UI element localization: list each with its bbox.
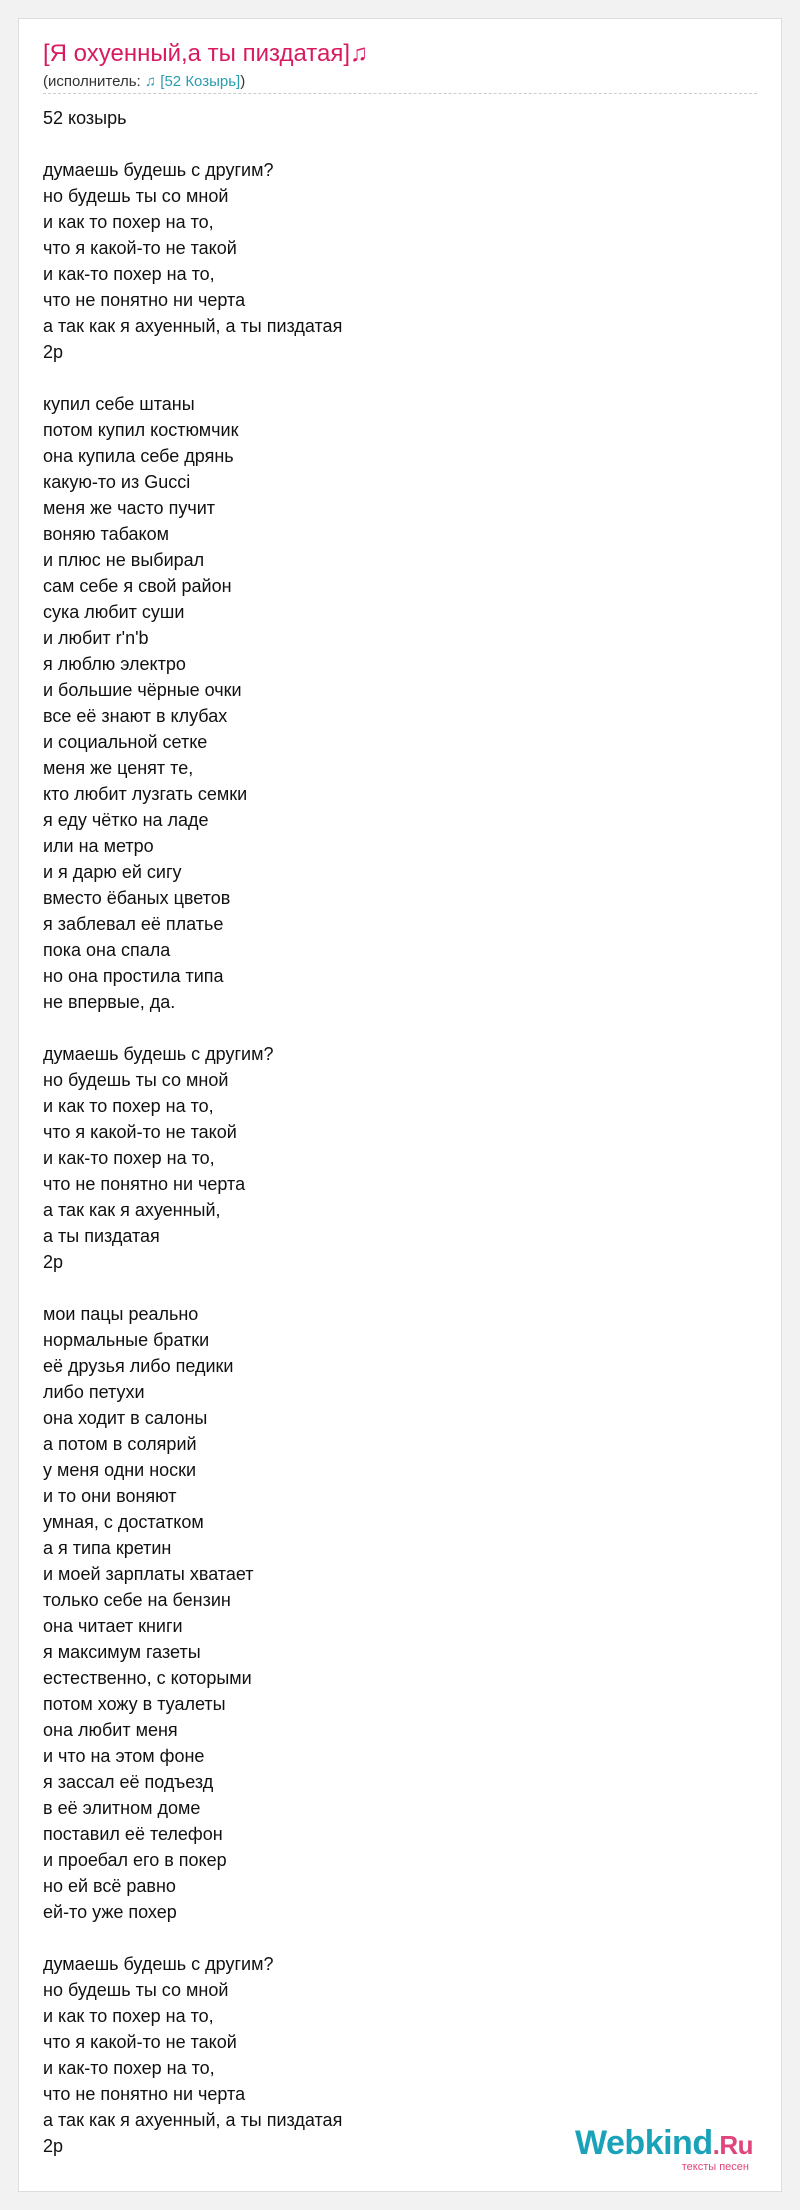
logo-tagline: тексты песен bbox=[681, 2161, 749, 2173]
lyric-line: и любит r'n'b bbox=[43, 628, 149, 648]
lyric-line: и что на этом фоне bbox=[43, 1746, 205, 1766]
lyric-line: 2р bbox=[43, 2136, 64, 2156]
lyric-line: а потом в солярий bbox=[43, 1434, 197, 1454]
lyrics-card bbox=[18, 18, 782, 2192]
logo-kind: kind bbox=[644, 2124, 713, 2162]
lyric-line: и как-то похер на то, bbox=[43, 2058, 215, 2078]
lyric-line: сука любит суши bbox=[43, 602, 185, 622]
lyric-line: и плюс не выбирал bbox=[43, 550, 205, 570]
lyric-line: она ходит в салоны bbox=[43, 1408, 208, 1428]
lyric-line bbox=[43, 365, 763, 391]
lyric-line: но ей всё равно bbox=[43, 1876, 176, 1896]
lyric-line: 2р bbox=[43, 1252, 64, 1272]
artist-link[interactable]: [52 Козырь] bbox=[160, 73, 241, 90]
lyric-line: я заблевал её платье bbox=[43, 914, 224, 934]
lyrics-text bbox=[43, 105, 763, 2159]
lyric-line: не впервые, да. bbox=[43, 992, 176, 1012]
artist-prefix: (исполнитель: bbox=[43, 73, 145, 90]
lyric-line: и я дарю ей сигу bbox=[43, 862, 182, 882]
lyric-line bbox=[43, 1275, 763, 1301]
lyric-line: какую-то из Gucci bbox=[43, 472, 191, 492]
lyric-line: сам себе я свой район bbox=[43, 576, 232, 596]
lyric-line: либо петухи bbox=[43, 1382, 145, 1402]
lyric-line: думаешь будешь с другим? bbox=[43, 160, 274, 180]
song-title: [Я охуенный,а ты пиздатая]♫ bbox=[43, 40, 369, 67]
music-note-icon[interactable]: ♫ bbox=[144, 73, 157, 90]
lyric-line: она любит меня bbox=[43, 1720, 178, 1740]
lyric-line: только себе на бензин bbox=[43, 1590, 231, 1610]
lyric-line: купил себе штаны bbox=[43, 394, 195, 414]
lyric-line: но будешь ты со мной bbox=[43, 1070, 229, 1090]
lyric-line: и как-то похер на то, bbox=[43, 264, 215, 284]
lyric-line: меня же часто пучит bbox=[43, 498, 215, 518]
lyric-line bbox=[43, 1015, 763, 1041]
lyric-line bbox=[43, 131, 763, 157]
lyric-line: поставил её телефон bbox=[43, 1824, 223, 1844]
lyric-line: что я какой-то не такой bbox=[43, 238, 237, 258]
lyric-line: но будешь ты со мной bbox=[43, 1980, 229, 2000]
logo-tld: .Ru bbox=[712, 2130, 753, 2160]
lyric-line: я еду чётко на ладе bbox=[43, 810, 209, 830]
lyric-line: а так как я ахуенный, а ты пиздатая bbox=[43, 316, 343, 336]
lyric-line: кто любит лузгать семки bbox=[43, 784, 248, 804]
lyric-line: а так как я ахуенный, а ты пиздатая bbox=[43, 2110, 343, 2130]
lyric-line: воняю табаком bbox=[43, 524, 169, 544]
lyric-line: что я какой-то не такой bbox=[43, 2032, 237, 2052]
lyric-line: в её элитном доме bbox=[43, 1798, 201, 1818]
lyric-line: и как-то похер на то, bbox=[43, 1148, 215, 1168]
lyric-line: что не понятно ни черта bbox=[43, 2084, 246, 2104]
lyric-line: я зассал её подъезд bbox=[43, 1772, 214, 1792]
lyric-line: думаешь будешь с другим? bbox=[43, 1044, 274, 1064]
lyric-line: я максимум газеты bbox=[43, 1642, 201, 1662]
logo-wordmark bbox=[575, 2125, 753, 2163]
lyric-line: потом хожу в туалеты bbox=[43, 1694, 226, 1714]
lyric-line: что не понятно ни черта bbox=[43, 290, 246, 310]
lyric-line: нормальные братки bbox=[43, 1330, 210, 1350]
lyric-line: или на метро bbox=[43, 836, 154, 856]
lyric-line: и моей зарплаты хватает bbox=[43, 1564, 254, 1584]
lyric-line: вместо ёбаных цветов bbox=[43, 888, 231, 908]
lyric-line: 2р bbox=[43, 342, 64, 362]
lyric-line: что я какой-то не такой bbox=[43, 1122, 237, 1142]
lyric-line: меня же ценят те, bbox=[43, 758, 194, 778]
logo-web: Web bbox=[575, 2124, 645, 2162]
lyric-line: мои пацы реально bbox=[43, 1304, 199, 1324]
lyric-line: у меня одни носки bbox=[43, 1460, 197, 1480]
lyric-line: естественно, с которыми bbox=[43, 1668, 252, 1688]
lyric-line: ей-то уже похер bbox=[43, 1902, 177, 1922]
lyric-line: но будешь ты со мной bbox=[43, 186, 229, 206]
lyric-line: думаешь будешь с другим? bbox=[43, 1954, 274, 1974]
lyric-line: потом купил костюмчик bbox=[43, 420, 239, 440]
title-divider bbox=[43, 93, 757, 94]
lyric-line: она купила себе дрянь bbox=[43, 446, 234, 466]
lyric-line: и большие чёрные очки bbox=[43, 680, 242, 700]
lyric-line: умная, с достатком bbox=[43, 1512, 204, 1532]
lyric-line: а ты пиздатая bbox=[43, 1226, 160, 1246]
lyric-line: а я типа кретин bbox=[43, 1538, 172, 1558]
lyric-line: и то они воняют bbox=[43, 1486, 177, 1506]
lyric-line: её друзья либо педики bbox=[43, 1356, 234, 1376]
lyric-line bbox=[43, 1925, 763, 1951]
lyric-line: и социальной сетке bbox=[43, 732, 208, 752]
lyric-line: и как то похер на то, bbox=[43, 212, 214, 232]
lyric-line: что не понятно ни черта bbox=[43, 1174, 246, 1194]
lyric-line: пока она спала bbox=[43, 940, 171, 960]
lyric-line: но она простила типа bbox=[43, 966, 224, 986]
lyric-line: и проебал его в покер bbox=[43, 1850, 227, 1870]
lyric-line: и как то похер на то, bbox=[43, 2006, 214, 2026]
lyric-line: и как то похер на то, bbox=[43, 1096, 214, 1116]
artist-line bbox=[43, 71, 245, 93]
lyric-line: 52 козырь bbox=[43, 108, 127, 128]
webkind-logo[interactable] bbox=[575, 2125, 753, 2173]
artist-suffix: ) bbox=[240, 73, 246, 90]
lyric-line: все её знают в клубах bbox=[43, 706, 228, 726]
lyric-line: а так как я ахуенный, bbox=[43, 1200, 221, 1220]
lyric-line: она читает книги bbox=[43, 1616, 183, 1636]
lyric-line: я люблю электро bbox=[43, 654, 186, 674]
